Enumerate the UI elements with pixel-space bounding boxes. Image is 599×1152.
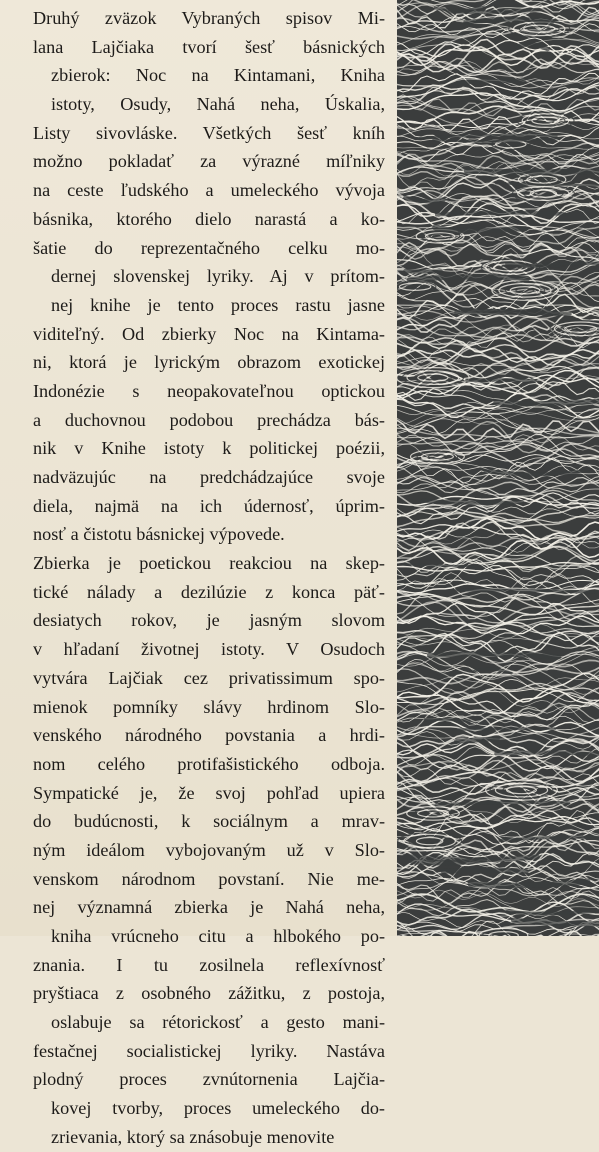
- text-line: Listy sivovláske. Všetkých šesť kníh: [33, 122, 385, 143]
- text-line: Sympatické je, že svoj pohľad upiera: [33, 782, 385, 803]
- text-line: venskom národnom povstaní. Nie me-: [33, 868, 385, 889]
- text-line: v hľadaní životnej istoty. V Osudoch: [33, 639, 385, 660]
- text-line: Druhý zväzok Vybraných spisov Mi-: [33, 8, 385, 28]
- text-line: vytvára Lajčiak cez privatissimum spo-: [33, 667, 385, 688]
- text-line: ným ideálom vybojovaným už v Slo-: [33, 839, 385, 860]
- text-line: istoty, Osudy, Nahá neha, Úskalia,: [51, 94, 385, 115]
- text-line: nik v Knihe istoty k politickej poézii,: [33, 438, 385, 459]
- text-line: kovej tvorby, proces umeleckého do-: [51, 1098, 385, 1119]
- body-text-column: [33, 4, 385, 1152]
- text-line: na ceste ľudského a umeleckého vývoja: [33, 180, 385, 201]
- text-line: venského národného povstania a hrdi-: [33, 725, 385, 746]
- text-line: tické nálady a dezilúzie z konca päť-: [33, 581, 385, 602]
- wood-grain-icon: [397, 0, 599, 936]
- text-line: plodný proces zvnútornenia Lajčia-: [33, 1069, 385, 1090]
- text-line: nej významná zbierka je Nahá neha,: [33, 897, 385, 918]
- text-line: desiatych rokov, je jasným slovom: [33, 610, 385, 631]
- text-line: zbierok: Noc na Kintamani, Kniha: [51, 65, 385, 86]
- text-line: šatie do reprezentačného celku mo-: [33, 237, 385, 258]
- text-line: nosť a čistotu básnickej výpovede.: [33, 524, 285, 545]
- text-line: znania. I tu zosilnela reflexívnosť: [33, 954, 385, 975]
- text-line: oslabuje sa rétorickosť a gesto mani-: [51, 1012, 385, 1033]
- wood-grain-texture-panel: [397, 0, 599, 936]
- text-line: do budúcnosti, k sociálnym a mrav-: [33, 811, 385, 832]
- text-line: Indonézie s neopakovateľnou optickou: [33, 380, 385, 401]
- text-line: básnika, ktorého dielo narastá a ko-: [33, 208, 385, 229]
- text-line: nadväzujúc na predchádzajúce svoje: [33, 467, 385, 487]
- text-line: lana Lajčiaka tvorí šesť básnických: [33, 36, 385, 57]
- text-line: festačnej socialistickej lyriky. Nastáva: [33, 1040, 385, 1061]
- text-line: nom celého protifašistického odboja.: [33, 753, 385, 774]
- text-line: diela, najmä na ich údernosť, úprim-: [33, 495, 385, 516]
- text-line: mienok pomníky slávy hrdinom Slo-: [33, 696, 385, 717]
- text-line: a duchovnou podobou prechádza bás-: [33, 409, 385, 430]
- text-line: nej knihe je tento proces rastu jasne: [51, 294, 385, 315]
- text-line: Zbierka je poetickou reakciou na skep-: [33, 553, 385, 574]
- text-line: kniha vrúcneho citu a hlbokého po-: [51, 926, 385, 946]
- text-line: ni, ktorá je lyrickým obrazom exotickej: [33, 352, 385, 373]
- text-line: zrievania, ktorý sa znásobuje menovite: [51, 1126, 335, 1147]
- text-line: dernej slovenskej lyriky. Aj v prítom-: [51, 266, 385, 287]
- text-line: viditeľný. Od zbierky Noc na Kintama-: [33, 323, 385, 344]
- text-line: možno pokladať za výrazné míľniky: [33, 151, 385, 172]
- text-line: pryštiaca z osobného zážitku, z postoja,: [33, 983, 385, 1004]
